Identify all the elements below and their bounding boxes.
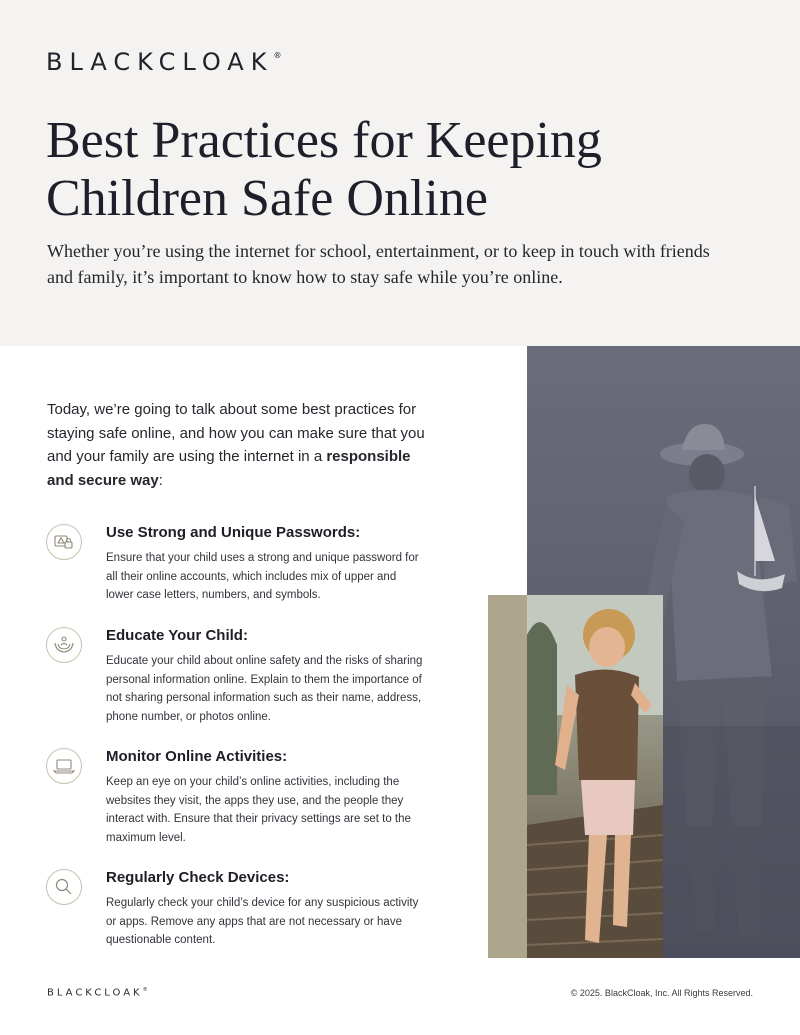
tip-body: Educate your child about online safety and the risks of sharing personal information online. Explain to them the importance of not sharing personal information such as their name, address, phone number, or photos online. bbox=[106, 655, 423, 723]
tip-body: Regularly check your child’s device for any suspicious activity or apps. Remove any apps that are not necessary or have questionable content. bbox=[106, 897, 419, 946]
tip-title: Monitor Online Activities: bbox=[106, 748, 288, 765]
tip-title: Regularly Check Devices: bbox=[106, 869, 290, 886]
accent-tan-block bbox=[488, 595, 527, 958]
passwords-icon bbox=[46, 524, 82, 560]
tip-body: Ensure that your child uses a strong and unique password for all their online accounts, which includes mix of upper and lower case letters, numbers, and symbols. bbox=[106, 552, 419, 601]
page-title-line-2: Children Safe Online bbox=[46, 170, 488, 227]
laptop-icon bbox=[46, 748, 82, 784]
copyright-notice: © 2025. BlackCloak, Inc. All Rights Reserved. bbox=[570, 988, 753, 998]
registered-mark: ® bbox=[273, 51, 282, 60]
footer-logo-text: BLACKCLOAK bbox=[47, 987, 143, 999]
page-title-line-1: Best Practices for Keeping bbox=[46, 112, 602, 169]
child-silhouette bbox=[527, 595, 663, 958]
hero-photo-child bbox=[527, 595, 663, 958]
tip-title: Use Strong and Unique Passwords: bbox=[106, 524, 361, 541]
page-title bbox=[46, 112, 746, 228]
intro-text: Today, we’re going to talk about some best practices for staying safe online, and how you can make sure that you and your family are using the internet in a bbox=[47, 401, 425, 465]
hero-section bbox=[0, 0, 800, 346]
educate-icon bbox=[46, 627, 82, 663]
footer-registered-mark: ® bbox=[142, 987, 148, 993]
tip-title: Educate Your Child: bbox=[106, 627, 248, 644]
page-subtitle: Whether you’re using the internet for school, entertainment, or to keep in touch with friends and family, it’s important to know how to stay safe while you’re online. bbox=[47, 241, 710, 287]
search-icon bbox=[46, 869, 82, 905]
footer-logo bbox=[47, 987, 148, 998]
intro-paragraph bbox=[47, 398, 427, 492]
intro-end: : bbox=[158, 471, 163, 489]
brand-logo-text: BLACKCLOAK bbox=[46, 48, 274, 76]
tip-body: Keep an eye on your child’s online activities, including the websites they visit, the apps they use, and the people they interact with. Ensure that their privacy settings are set to the maximum level. bbox=[106, 776, 411, 844]
brand-logo bbox=[46, 48, 281, 76]
intro-emphasis: responsible and secure way bbox=[47, 448, 411, 489]
